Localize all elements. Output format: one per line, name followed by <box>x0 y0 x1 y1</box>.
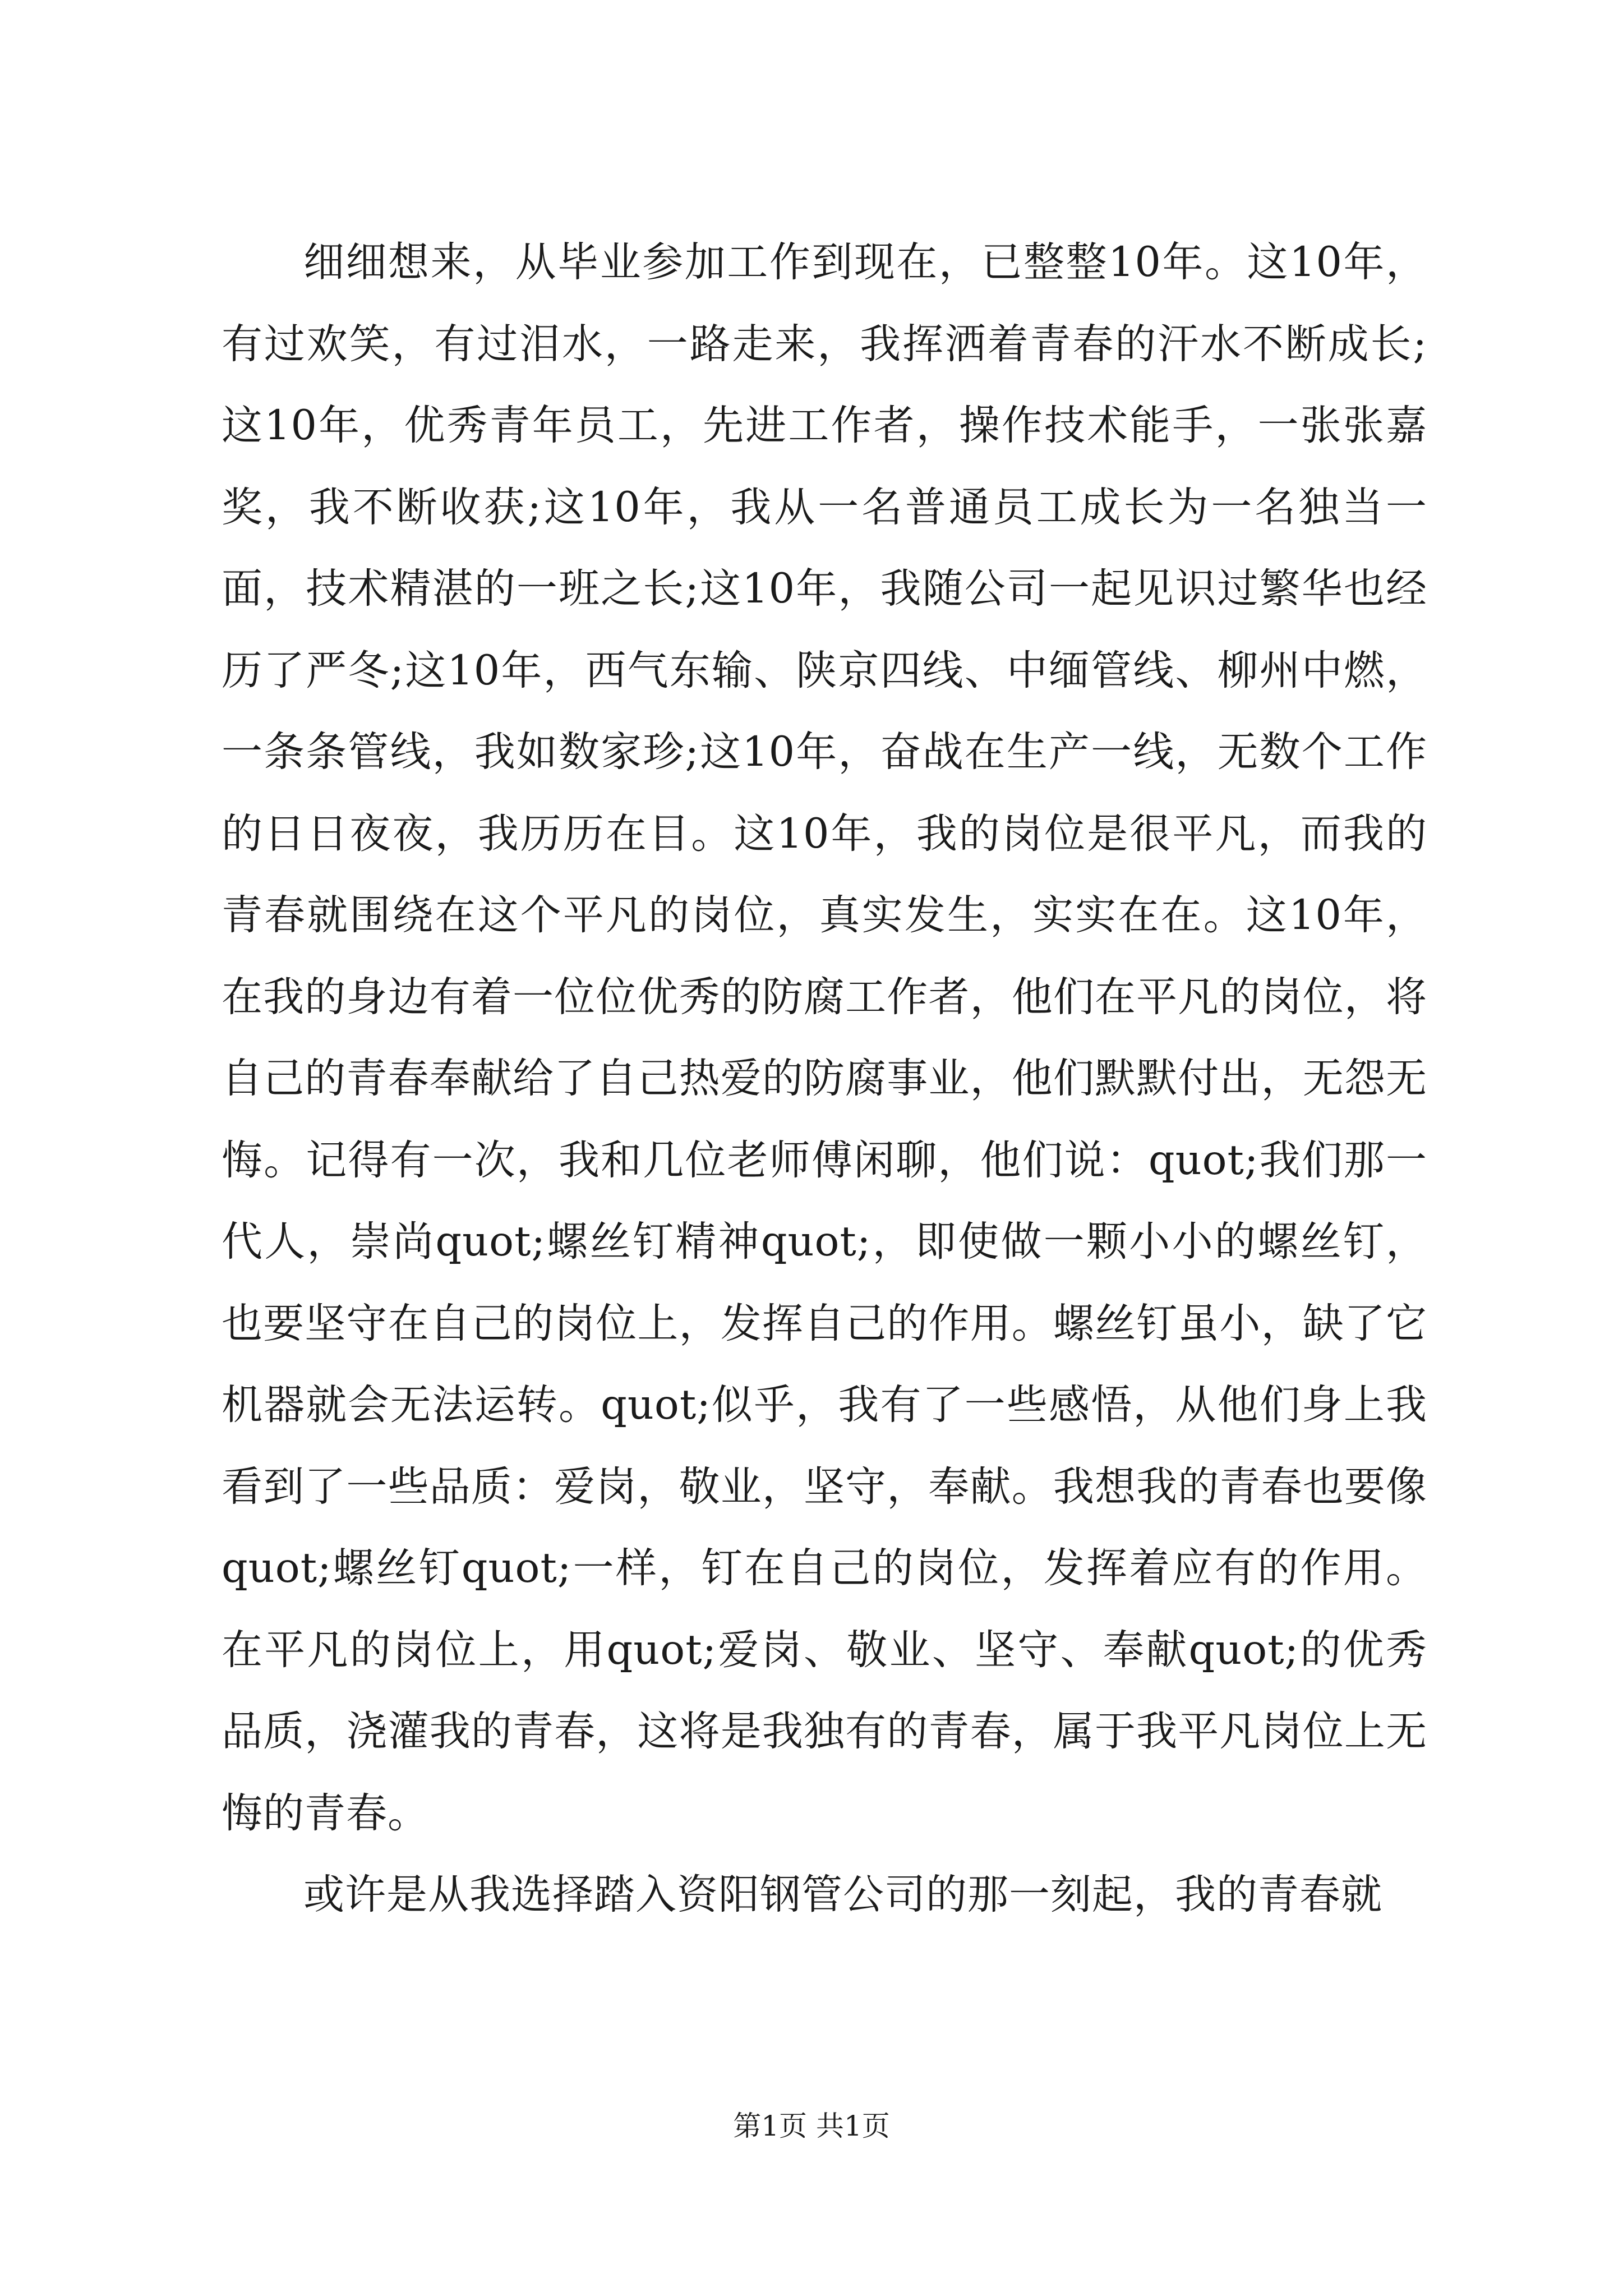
body-text <box>222 222 1427 1936</box>
paragraph: 或许是从我选择踏入资阳钢管公司的那一刻起，我的青春就 <box>303 1871 1382 1918</box>
page-footer: 第1页 共1页 <box>733 2110 890 2142</box>
paragraph: 细细想来，从毕业参加工作到现在，已整整10年。这10年，有过欢笑，有过泪水，一路走来，我挥洒着青春的汗水不断成长;这10年，优秀青年员工，先进工作者，操作技术能手，一张张嘉奖，我不断收获;这10年，我从一名普通员工成长为一名独当一面，技术精湛的一班之长;这10年，我随公司一起见识过繁华也经历了严冬;这10年，西气东输、陕京四线、中缅管线、柳州中燃，一条条管线，我如数家珍;这10年，奋战在生产一线，无数个工作的日日夜夜，我历历在目。这10年，我的岗位是很平凡，而我的青春就围绕在这个平凡的岗位，真实发生，实实在在。这10年，在我的身边有着一位位优秀的防腐工作者，他们在平凡的岗位，将自己的青春奉献给了自己热爱的防腐事业，他们默默付出，无怨无悔。记得有一次，我和几位老师傅闲聊，他们说：quot;我们那一代人，崇尚quot;螺丝钉精神quot;，即使做一颗小小的螺丝钉，也要坚守在自己的岗位上，发挥自己的作用。螺丝钉虽小，缺了它机器就会无法运转。quot;似乎，我有了一些感悟，从他们身上我看到了一些品质：爱岗，敬业，坚守，奉献。我想我的青春也要像quot;螺丝钉quot;一样，钉在自己的岗位，发挥着应有的作用。在平凡的岗位上，用quot;爱岗、敬业、坚守、奉献quot;的优秀品质，浇灌我的青春，这将是我独有的青春，属于我平凡岗位上无悔的青春。 <box>222 238 1427 1837</box>
